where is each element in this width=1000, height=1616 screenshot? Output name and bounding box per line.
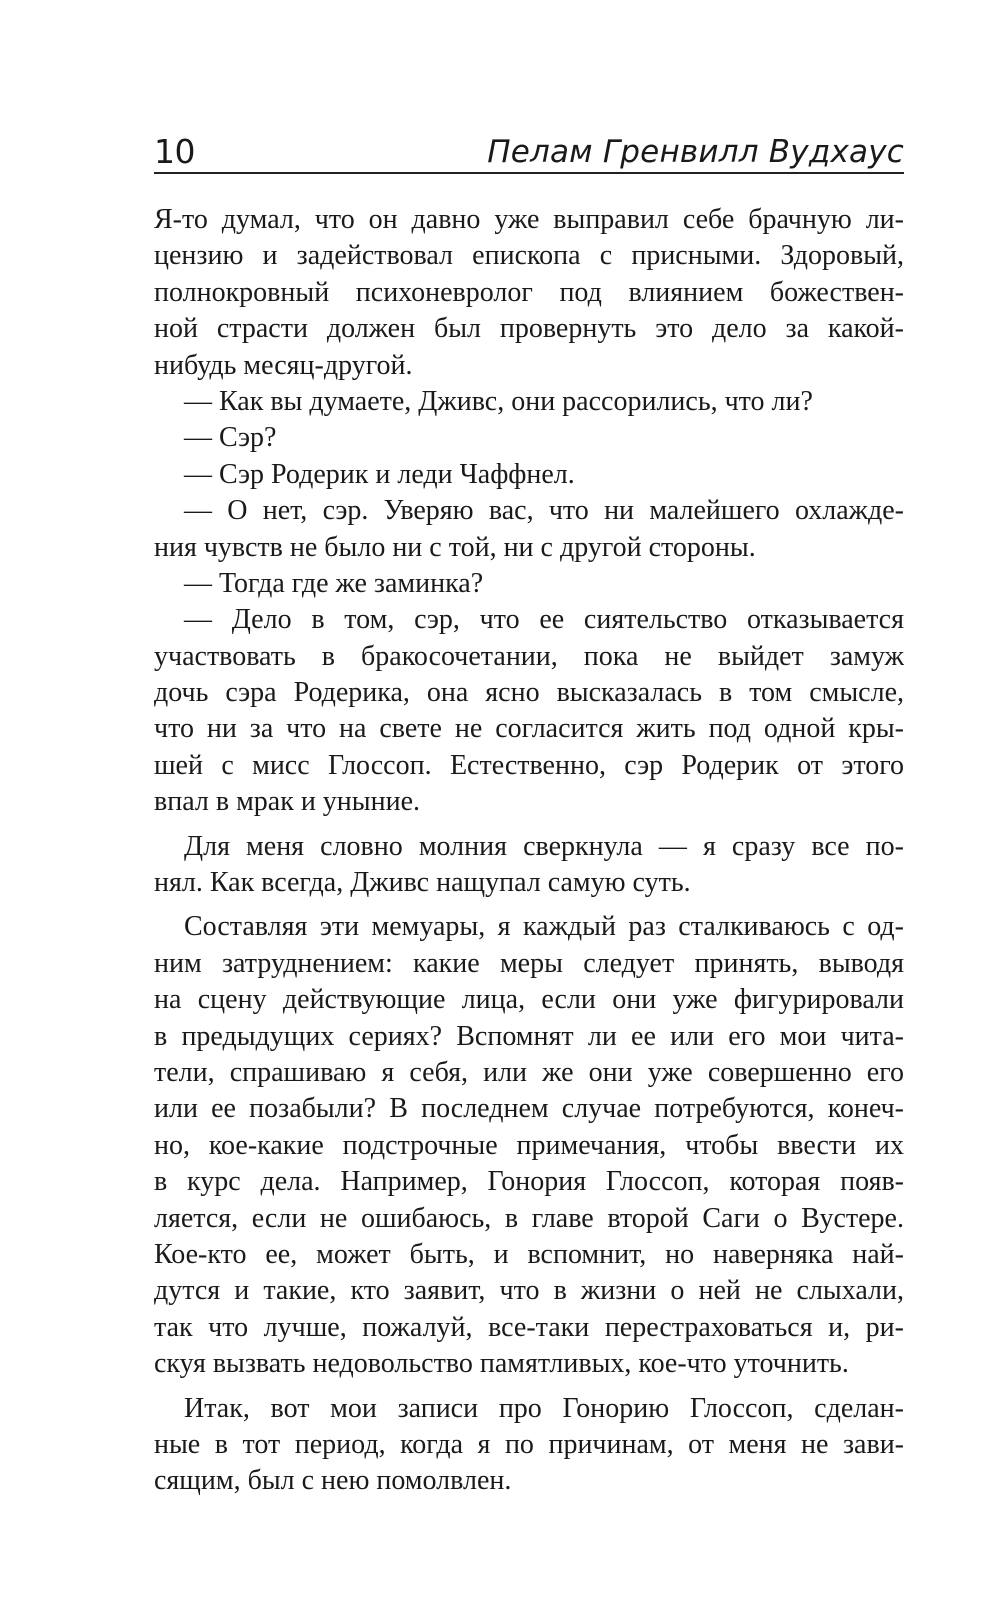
- text-line: сящим, был с нею помолвлен.: [154, 1465, 512, 1497]
- text-line: — Дело в том, сэр, что ее сиятельство отказывается: [184, 604, 904, 636]
- paragraph: [154, 602, 904, 820]
- text-line: на сцену действующие лица, если они уже фигурировали: [154, 984, 904, 1016]
- paragraph: [154, 493, 904, 566]
- text-line: в курс дела. Например, Гонория Глоссоп, которая появ-: [154, 1166, 904, 1198]
- text-line: — Сэр Родерик и леди Чаффнел.: [184, 458, 575, 490]
- body-text: [154, 202, 904, 1500]
- text-line: — Тогда где же заминка?: [184, 567, 484, 599]
- text-line: дутся и такие, кто заявит, что в жизни о ней не слыхали,: [154, 1275, 904, 1307]
- paragraph: [154, 829, 904, 902]
- text-line: участвовать в бракосочетании, пока не выйдет замуж: [154, 640, 904, 672]
- text-line: дочь сэра Родерика, она ясно высказалась в том смысле,: [154, 677, 904, 709]
- header-author-title: Пелам Гренвилл Вудхаус: [487, 134, 904, 170]
- text-line: — Сэр?: [184, 422, 277, 454]
- text-line: полнокровный психоневролог под влиянием божествен-: [154, 276, 904, 308]
- text-line: цензию и задействовал епископа с присными. Здоровый,: [154, 240, 904, 272]
- text-line: Для меня словно молния сверкнула — я сразу все по-: [184, 830, 904, 862]
- text-line: Кое-кто ее, может быть, и вспомнит, но наверняка най-: [154, 1238, 904, 1270]
- text-line: или ее позабыли? В последнем случае потребуются, конеч-: [154, 1093, 904, 1125]
- running-header: [154, 124, 904, 174]
- text-line: ляется, если не ошибаюсь, в главе второй Саги о Вустере.: [154, 1202, 904, 1234]
- text-line: нибудь месяц-другой.: [154, 349, 413, 381]
- text-line: Я-то думал, что он давно уже выправил себе брачную ли-: [154, 204, 904, 235]
- paragraph: [154, 457, 904, 493]
- paragraph: [154, 1391, 904, 1500]
- text-line: в предыдущих сериях? Вспомнят ли ее или его мои чита-: [154, 1020, 904, 1052]
- text-line: впал в мрак и уныние.: [154, 786, 420, 818]
- paragraph: [154, 420, 904, 456]
- book-page: [154, 124, 904, 1500]
- text-line: шей с мисс Глоссоп. Естественно, сэр Родерик от этого: [154, 749, 904, 781]
- paragraph: [154, 202, 904, 384]
- paragraph: [154, 909, 904, 1382]
- text-line: ной страсти должен был провернуть это дело за какой-: [154, 313, 904, 345]
- text-line: Итак, вот мои записи про Гонорию Глоссоп, сделан-: [184, 1392, 904, 1424]
- text-line: ним затруднением: какие меры следует принять, выводя: [154, 947, 904, 979]
- text-line: так что лучше, пожалуй, все-таки перестраховаться и, ри-: [154, 1311, 904, 1343]
- text-line: ния чувств не было ни с той, ни с другой стороны.: [154, 531, 756, 563]
- paragraph: [154, 384, 904, 420]
- paragraph: [154, 566, 904, 602]
- text-line: скуя вызвать недовольство памятливых, кое-что уточнить.: [154, 1348, 849, 1380]
- page-number: 10: [154, 132, 195, 171]
- text-line: Составляя эти мемуары, я каждый раз сталкиваюсь с од-: [184, 911, 904, 943]
- text-line: тели, спрашиваю я себя, или же они уже совершенно его: [154, 1056, 904, 1088]
- text-line: ные в тот период, когда я по причинам, от меня не зави-: [154, 1428, 904, 1460]
- text-line: но, кое-какие подстрочные примечания, чтобы ввести их: [154, 1129, 904, 1161]
- text-line: нял. Как всегда, Дживс нащупал самую суть.: [154, 867, 691, 899]
- text-line: что ни за что на свете не согласится жить под одной кры-: [154, 713, 904, 745]
- text-line: — О нет, сэр. Уверяю вас, что ни малейшего охлажде-: [184, 495, 904, 527]
- text-line: — Как вы думаете, Дживс, они рассорились, что ли?: [184, 385, 813, 417]
